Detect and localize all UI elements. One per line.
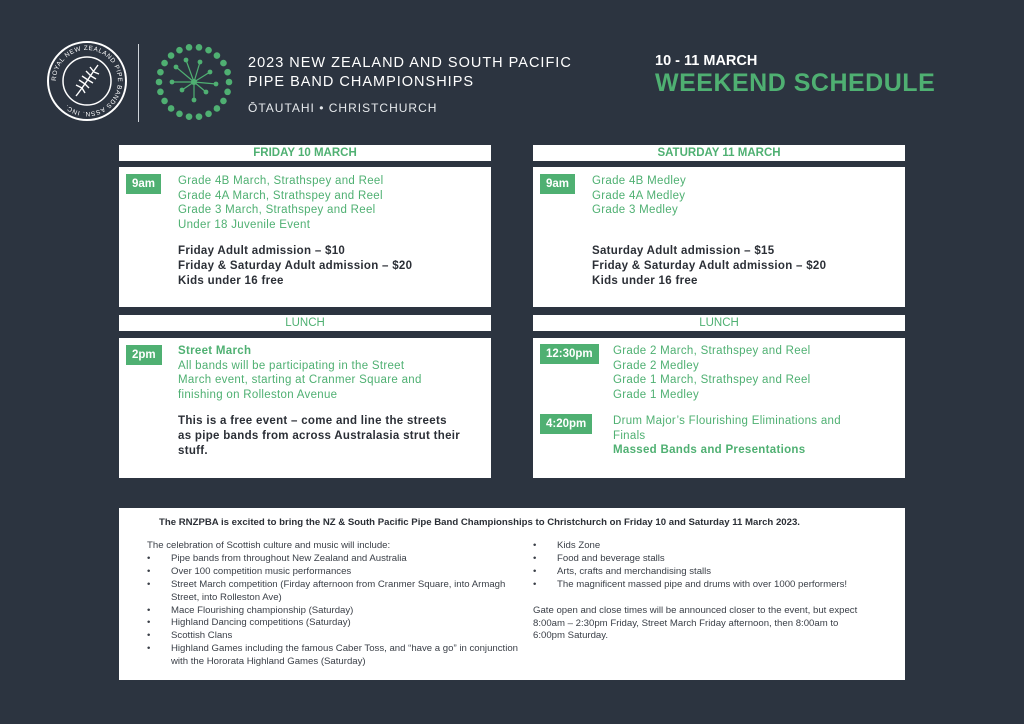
list-item: • Street March competition (Firday afternoon from Cranmer Square, into Armagh Street, into Rolleston Ave) (147, 579, 525, 605)
list-item: • Highland Dancing competitions (Saturday) (147, 617, 525, 630)
event-title-line-2: PIPE BAND CHAMPIONSHIPS (248, 74, 475, 90)
schedule-title: WEEKEND SCHEDULE (655, 69, 936, 97)
logo-dot (184, 58, 189, 63)
logo-dot (196, 44, 203, 51)
logo-dot (214, 82, 219, 87)
logo-dot (220, 60, 227, 67)
event-item: Grade 3 Medley (592, 204, 679, 217)
saturday-lunch: LUNCH (533, 315, 905, 331)
saturday-1230-events (613, 344, 811, 403)
logo-dot (161, 60, 168, 67)
event-item: Grade 2 March, Strathspey and Reel (613, 345, 811, 357)
list-item: • Kids Zone (533, 540, 873, 553)
logo-dot (161, 98, 168, 105)
logo-dot (174, 65, 179, 70)
logo-dot (198, 60, 203, 65)
street-march-note (178, 414, 460, 458)
info-left-column (147, 540, 525, 669)
event-item: Finals (613, 429, 646, 442)
info-right-column (533, 540, 873, 643)
admission-item: Friday Adult admission – $10 (178, 245, 346, 257)
event-item: Grade 1 March, Strathspey and Reel (613, 374, 811, 387)
event-item: Grade 2 Medley (613, 359, 700, 372)
saturday-afternoon-panel (533, 338, 905, 478)
championship-dots-logo (154, 42, 234, 122)
event-title-line-1: 2023 NEW ZEALAND AND SOUTH PACIFIC (248, 55, 572, 71)
logo-dot (224, 89, 231, 96)
event-item: Grade 4A March, Strathspey and Reel (178, 189, 383, 202)
logo-dot (168, 105, 175, 112)
friday-heading: FRIDAY 10 MARCH (119, 145, 491, 161)
logo-dot (205, 47, 212, 54)
event-title (248, 54, 572, 92)
feature-list-left (147, 553, 525, 669)
friday-lunch: LUNCH (119, 315, 491, 331)
header-divider (138, 44, 139, 122)
logo-dot (214, 105, 221, 112)
admission-item: Kids under 16 free (178, 274, 284, 287)
logo-dot (224, 69, 231, 76)
friday-admission (178, 244, 412, 288)
logo-dot (168, 52, 175, 59)
logo-dot (170, 80, 175, 85)
event-location: ŌTAUTAHI • CHRISTCHURCH (248, 101, 438, 115)
logo-dot (186, 113, 193, 120)
saturday-heading: SATURDAY 11 MARCH (533, 145, 905, 161)
event-item: Grade 4B Medley (592, 175, 686, 187)
gate-times-note: Gate open and close times will be announced closer to the event, but expect 8:00am – 2:30pm Friday, Street March Friday afternoon, then 8:00am to 6:00pm Saturday. (533, 604, 858, 642)
street-march-title: Street March (178, 345, 252, 357)
logo-dot (226, 79, 233, 86)
logo-dot (157, 69, 164, 76)
logo-dot (176, 111, 183, 118)
list-item: • Highland Games including the famous Caber Toss, and “have a go” in conjunction with the Hororata Highland Games (Saturday) (147, 643, 525, 669)
list-item: • Pipe bands from throughout New Zealand and Australia (147, 553, 525, 566)
logo-dot (205, 111, 212, 118)
logo-dot (208, 70, 213, 75)
event-item: Grade 3 March, Strathspey and Reel (178, 204, 376, 217)
friday-morning-events (178, 174, 383, 233)
saturday-morning-panel (533, 167, 905, 307)
saturday-morning-time-badge: 9am (540, 174, 575, 194)
logo-dot (186, 44, 193, 51)
event-dates: 10 - 11 MARCH (655, 53, 758, 69)
association-seal-logo (46, 40, 128, 122)
info-headline: The RNZPBA is excited to bring the NZ & South Pacific Pipe Band Championships to Christchurch on Friday 10 and Saturday 11 March 2023. (159, 517, 800, 528)
admission-item: Kids under 16 free (592, 274, 698, 287)
street-march-info (178, 344, 422, 403)
logo-dot (220, 98, 227, 105)
friday-afternoon-panel (119, 338, 491, 478)
dandelion-dots-icon (154, 42, 234, 122)
logo-dot (176, 47, 183, 54)
saturday-420-time-badge: 4:20pm (540, 414, 592, 434)
description-line: March event, starting at Cranmer Square and (178, 374, 422, 387)
logo-dot (214, 52, 221, 59)
logo-dot (156, 79, 163, 86)
note-line: This is a free event – come and line the streets (178, 415, 447, 427)
logo-hub (191, 79, 197, 85)
note-line: stuff. (178, 444, 208, 457)
seal-text: ROYAL NEW ZEALAND PIPE BANDS ASSN. INC. (50, 44, 124, 118)
logo-line (194, 82, 216, 84)
massed-bands-item: Massed Bands and Presentations (613, 444, 806, 457)
admission-item: Saturday Adult admission – $15 (592, 245, 775, 257)
event-item: Grade 4A Medley (592, 189, 686, 202)
description-line: finishing on Rolleston Avenue (178, 389, 338, 402)
logo-dot (157, 89, 164, 96)
friday-morning-time-badge: 9am (126, 174, 161, 194)
logo-dot (196, 113, 203, 120)
event-item: Drum Major’s Flourishing Eliminations and (613, 415, 841, 427)
admission-item: Friday & Saturday Adult admission – $20 (592, 259, 827, 272)
friday-afternoon-time-badge: 2pm (126, 345, 162, 365)
admission-item: Friday & Saturday Adult admission – $20 (178, 259, 413, 272)
list-item: • Scottish Clans (147, 630, 525, 643)
event-item: Grade 4B March, Strathspey and Reel (178, 175, 384, 187)
feature-list-right (533, 540, 873, 592)
list-item: • Arts, crafts and merchandising stalls (533, 566, 873, 579)
list-item: • Over 100 competition music performances (147, 566, 525, 579)
saturday-admission (592, 244, 826, 288)
list-item: • Food and beverage stalls (533, 553, 873, 566)
note-line: as pipe bands from across Australasia strut their (178, 429, 461, 442)
list-item: • The magnificent massed pipe and drums with over 1000 performers! (533, 579, 873, 592)
logo-dot (204, 90, 209, 95)
info-intro: The celebration of Scottish culture and music will include: (147, 540, 391, 551)
description-line: All bands will be participating in the Street (178, 359, 405, 372)
logo-dot (180, 88, 185, 93)
event-item: Under 18 Juvenile Event (178, 219, 311, 232)
list-item: • Mace Flourishing championship (Saturday) (147, 605, 525, 618)
saturday-morning-events (592, 174, 686, 218)
saturday-1230-time-badge: 12:30pm (540, 344, 599, 364)
friday-morning-panel (119, 167, 491, 307)
fern-seal-icon (46, 40, 128, 122)
saturday-420-events (613, 414, 841, 458)
logo-dot (192, 98, 197, 103)
event-item: Grade 1 Medley (613, 389, 700, 402)
